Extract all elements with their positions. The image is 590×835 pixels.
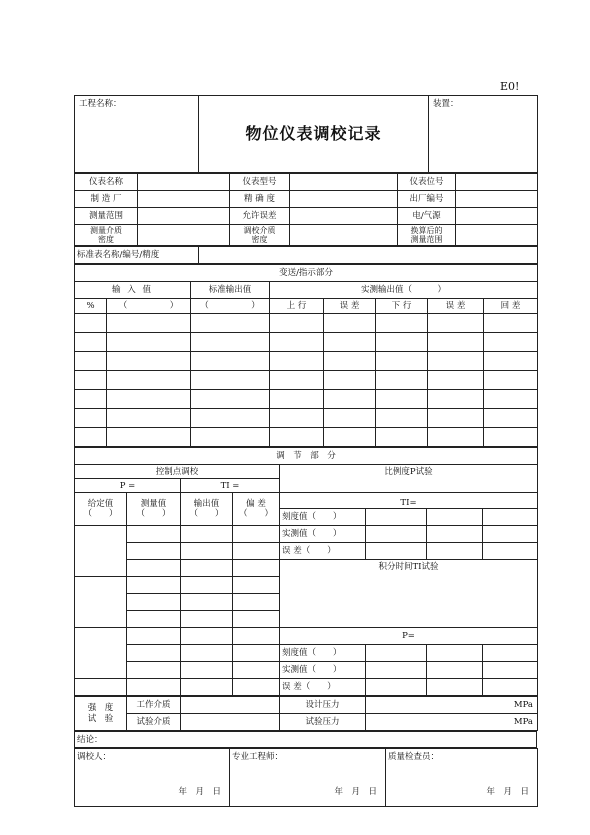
data-cell[interactable] (427, 526, 483, 543)
data-cell[interactable] (75, 352, 107, 371)
table-row (75, 371, 538, 390)
data-cell[interactable] (75, 526, 127, 577)
data-cell[interactable] (107, 352, 191, 371)
data-cell[interactable] (376, 371, 428, 390)
label-working-medium: 工作介质 (127, 697, 181, 714)
data-cell[interactable] (75, 428, 107, 447)
data-cell[interactable] (107, 333, 191, 352)
data-cell[interactable] (127, 662, 181, 679)
row-error: 误 差（ ） (280, 679, 366, 696)
signature-inspector[interactable] (386, 749, 538, 807)
col-output-unit: （ ） (191, 299, 270, 314)
transmitter-table (74, 264, 538, 447)
col-output: 输出值 （ ） (181, 493, 233, 526)
data-cell[interactable] (324, 371, 376, 390)
data-cell[interactable] (75, 371, 107, 390)
col-downstroke: 下 行 (376, 299, 428, 314)
data-cell[interactable] (181, 679, 233, 696)
label-allowed-error: 允许误差 (230, 208, 290, 225)
data-cell[interactable] (181, 645, 233, 662)
data-cell[interactable] (233, 645, 280, 662)
strength-test-table (74, 696, 538, 731)
value-cell[interactable] (456, 208, 538, 225)
data-cell[interactable] (324, 333, 376, 352)
label-instrument-model: 仪表型号 (230, 174, 290, 191)
data-cell[interactable] (324, 352, 376, 371)
value-cell[interactable] (456, 191, 538, 208)
data-cell[interactable] (427, 509, 483, 526)
instrument-info-table (74, 173, 538, 246)
label-medium-density: 测量介质 密度 (75, 225, 138, 246)
data-cell[interactable] (484, 333, 538, 352)
data-cell[interactable] (270, 428, 324, 447)
data-cell[interactable] (483, 645, 538, 662)
label-engineer: 专业工程师： (232, 752, 284, 762)
data-cell[interactable] (107, 390, 191, 409)
data-cell[interactable] (484, 409, 538, 428)
col-input-unit: （ ） (107, 299, 191, 314)
col-hysteresis: 回 差 (484, 299, 538, 314)
p-value-integral[interactable]: P= (280, 628, 538, 645)
data-cell[interactable] (75, 679, 127, 696)
data-cell[interactable] (107, 409, 191, 428)
ti-setting[interactable]: TI = (181, 479, 280, 493)
row-scale-value: 刻度值（ ） (280, 509, 366, 526)
data-cell[interactable] (127, 628, 181, 645)
data-cell[interactable] (376, 352, 428, 371)
data-cell[interactable] (270, 314, 324, 333)
value-cell[interactable] (290, 174, 398, 191)
data-cell[interactable] (75, 333, 107, 352)
section-title-transmitter: 变送/指示部分 (75, 265, 538, 282)
data-cell[interactable] (324, 409, 376, 428)
data-cell[interactable] (127, 543, 181, 560)
p-setting[interactable]: P = (75, 479, 181, 493)
date-calibrator: 年 月 日 (178, 787, 221, 797)
data-cell[interactable] (270, 390, 324, 409)
col-measured-output: 实测输出值（ ） (270, 282, 538, 299)
data-cell[interactable] (191, 352, 270, 371)
conclusion-table (74, 731, 537, 748)
data-cell[interactable] (127, 560, 181, 577)
label-test-pressure: 试验压力 (280, 714, 366, 731)
data-cell[interactable] (233, 662, 280, 679)
value-cell[interactable] (199, 247, 538, 264)
data-cell[interactable] (427, 543, 483, 560)
data-cell[interactable] (366, 679, 427, 696)
col-error-down: 误 差 (428, 299, 484, 314)
data-cell[interactable] (484, 390, 538, 409)
data-cell[interactable] (181, 560, 233, 577)
proportional-test-title: 比例度P试验 (280, 465, 538, 493)
signature-calibrator[interactable] (75, 749, 230, 807)
data-cell[interactable] (191, 371, 270, 390)
signature-table (74, 748, 538, 807)
label-calibrator: 调校人： (77, 752, 112, 762)
data-cell[interactable] (376, 333, 428, 352)
table-row (75, 352, 538, 371)
data-cell[interactable] (428, 371, 484, 390)
data-cell[interactable] (191, 428, 270, 447)
data-cell[interactable] (324, 390, 376, 409)
data-cell[interactable] (127, 594, 181, 611)
data-cell[interactable] (427, 679, 483, 696)
value-cell[interactable] (290, 208, 398, 225)
date-engineer: 年 月 日 (334, 787, 377, 797)
value-cell[interactable] (138, 225, 230, 246)
data-cell[interactable] (484, 371, 538, 390)
unit-mpa: MPa (366, 714, 538, 731)
data-cell[interactable] (324, 314, 376, 333)
data-cell[interactable] (366, 543, 427, 560)
table-row (75, 333, 538, 352)
control-point-title: 控制点调校 (75, 465, 280, 479)
value-cell[interactable] (138, 208, 230, 225)
data-cell[interactable] (270, 352, 324, 371)
ti-value-prop[interactable]: TI= (280, 493, 538, 509)
data-cell[interactable] (233, 560, 280, 577)
date-inspector: 年 月 日 (486, 787, 529, 797)
data-cell[interactable] (75, 577, 127, 628)
data-cell[interactable] (181, 662, 233, 679)
data-cell[interactable] (270, 409, 324, 428)
data-cell[interactable] (366, 526, 427, 543)
data-cell[interactable] (181, 594, 233, 611)
data-cell[interactable] (191, 390, 270, 409)
conclusion-field[interactable]: 结论： (75, 732, 537, 748)
label-manufacturer: 制 造 厂 (75, 191, 138, 208)
data-cell[interactable] (181, 628, 233, 645)
device-field[interactable]: 装置： (429, 96, 538, 173)
col-error-up: 误 差 (324, 299, 376, 314)
value-cell[interactable] (456, 174, 538, 191)
header-table (74, 95, 538, 173)
data-cell[interactable] (366, 662, 427, 679)
data-cell[interactable] (233, 577, 280, 594)
data-cell[interactable] (233, 543, 280, 560)
data-cell[interactable] (427, 645, 483, 662)
row-scale-value: 刻度值（ ） (280, 645, 366, 662)
document-code: E0! (500, 80, 520, 93)
data-cell[interactable] (127, 526, 181, 543)
value-cell[interactable] (290, 225, 398, 246)
data-cell[interactable] (483, 662, 538, 679)
data-cell[interactable] (324, 428, 376, 447)
data-cell[interactable] (191, 333, 270, 352)
table-row (75, 428, 538, 447)
data-cell[interactable] (484, 352, 538, 371)
standard-table (74, 246, 538, 264)
page-title: 物位仪表调校记录 (199, 96, 429, 173)
value-cell[interactable] (456, 225, 538, 246)
project-name-field[interactable]: 工程名称： (75, 96, 199, 173)
label-inspector: 质量检查员： (388, 752, 440, 762)
data-cell[interactable] (107, 371, 191, 390)
strength-test-label: 强 度 试 验 (75, 697, 127, 731)
row-measured-value: 实测值（ ） (280, 662, 366, 679)
label-design-pressure: 设计压力 (280, 697, 366, 714)
label-test-medium: 试验介质 (127, 714, 181, 731)
data-cell[interactable] (376, 409, 428, 428)
col-upstroke: 上 行 (270, 299, 324, 314)
data-cell[interactable] (233, 628, 280, 645)
data-cell[interactable] (233, 526, 280, 543)
data-cell[interactable] (181, 526, 233, 543)
data-cell[interactable] (75, 390, 107, 409)
data-cell[interactable] (191, 409, 270, 428)
data-cell[interactable] (270, 333, 324, 352)
col-input-value: 输 入 值 (75, 282, 191, 299)
data-cell[interactable] (484, 314, 538, 333)
value-cell[interactable] (181, 714, 280, 731)
label-instrument-name: 仪表名称 (75, 174, 138, 191)
data-cell[interactable] (428, 390, 484, 409)
regulation-table (74, 447, 538, 696)
row-measured-value: 实测值（ ） (280, 526, 366, 543)
data-cell[interactable] (427, 662, 483, 679)
signature-engineer[interactable] (230, 749, 386, 807)
data-cell[interactable] (127, 611, 181, 628)
data-cell[interactable] (127, 577, 181, 594)
section-title-regulation: 调 节 部 分 (75, 448, 538, 465)
label-cal-medium-density: 调校介质 密度 (230, 225, 290, 246)
data-cell[interactable] (376, 428, 428, 447)
data-cell[interactable] (181, 611, 233, 628)
data-cell[interactable] (75, 628, 127, 679)
data-cell[interactable] (127, 645, 181, 662)
table-row (75, 314, 538, 333)
row-error: 误 差（ ） (280, 543, 366, 560)
data-cell[interactable] (75, 314, 107, 333)
label-range: 测量范围 (75, 208, 138, 225)
value-cell[interactable] (181, 697, 280, 714)
data-cell[interactable] (483, 526, 538, 543)
col-deviation: 偏 差 （ ） (233, 493, 280, 526)
data-cell[interactable] (483, 509, 538, 526)
data-cell[interactable] (428, 333, 484, 352)
data-cell[interactable] (428, 428, 484, 447)
data-cell[interactable] (483, 679, 538, 696)
table-row (75, 390, 538, 409)
data-cell[interactable] (484, 428, 538, 447)
data-cell[interactable] (428, 409, 484, 428)
data-cell[interactable] (366, 645, 427, 662)
data-cell[interactable] (428, 352, 484, 371)
table-row (75, 409, 538, 428)
data-cell[interactable] (127, 679, 181, 696)
value-cell[interactable] (138, 191, 230, 208)
data-cell[interactable] (233, 594, 280, 611)
label-power-source: 电/气源 (398, 208, 456, 225)
integral-test-title: 积分时间TI试验 (280, 560, 538, 628)
record-form (74, 95, 537, 807)
col-standard-output: 标准输出值 (191, 282, 270, 299)
label-standard-meter: 标准表名称/编号/精度 (75, 247, 199, 264)
data-cell[interactable] (191, 314, 270, 333)
label-converted-range: 换算后的 测量范围 (398, 225, 456, 246)
data-cell[interactable] (233, 679, 280, 696)
unit-mpa: MPa (366, 697, 538, 714)
data-cell[interactable] (376, 314, 428, 333)
data-cell[interactable] (366, 509, 427, 526)
data-cell[interactable] (233, 611, 280, 628)
data-cell[interactable] (107, 428, 191, 447)
col-percent: % (75, 299, 107, 314)
label-instrument-tag: 仪表位号 (398, 174, 456, 191)
label-serial-no: 出厂编号 (398, 191, 456, 208)
data-cell[interactable] (270, 371, 324, 390)
data-cell[interactable] (376, 390, 428, 409)
data-cell[interactable] (75, 409, 107, 428)
data-cell[interactable] (483, 543, 538, 560)
label-accuracy: 精 确 度 (230, 191, 290, 208)
col-setpoint: 给定值 （ ） (75, 493, 127, 526)
data-cell[interactable] (107, 314, 191, 333)
data-cell[interactable] (428, 314, 484, 333)
value-cell[interactable] (290, 191, 398, 208)
data-cell[interactable] (181, 543, 233, 560)
value-cell[interactable] (138, 174, 230, 191)
data-cell[interactable] (181, 577, 233, 594)
col-measured: 测量值 （ ） (127, 493, 181, 526)
